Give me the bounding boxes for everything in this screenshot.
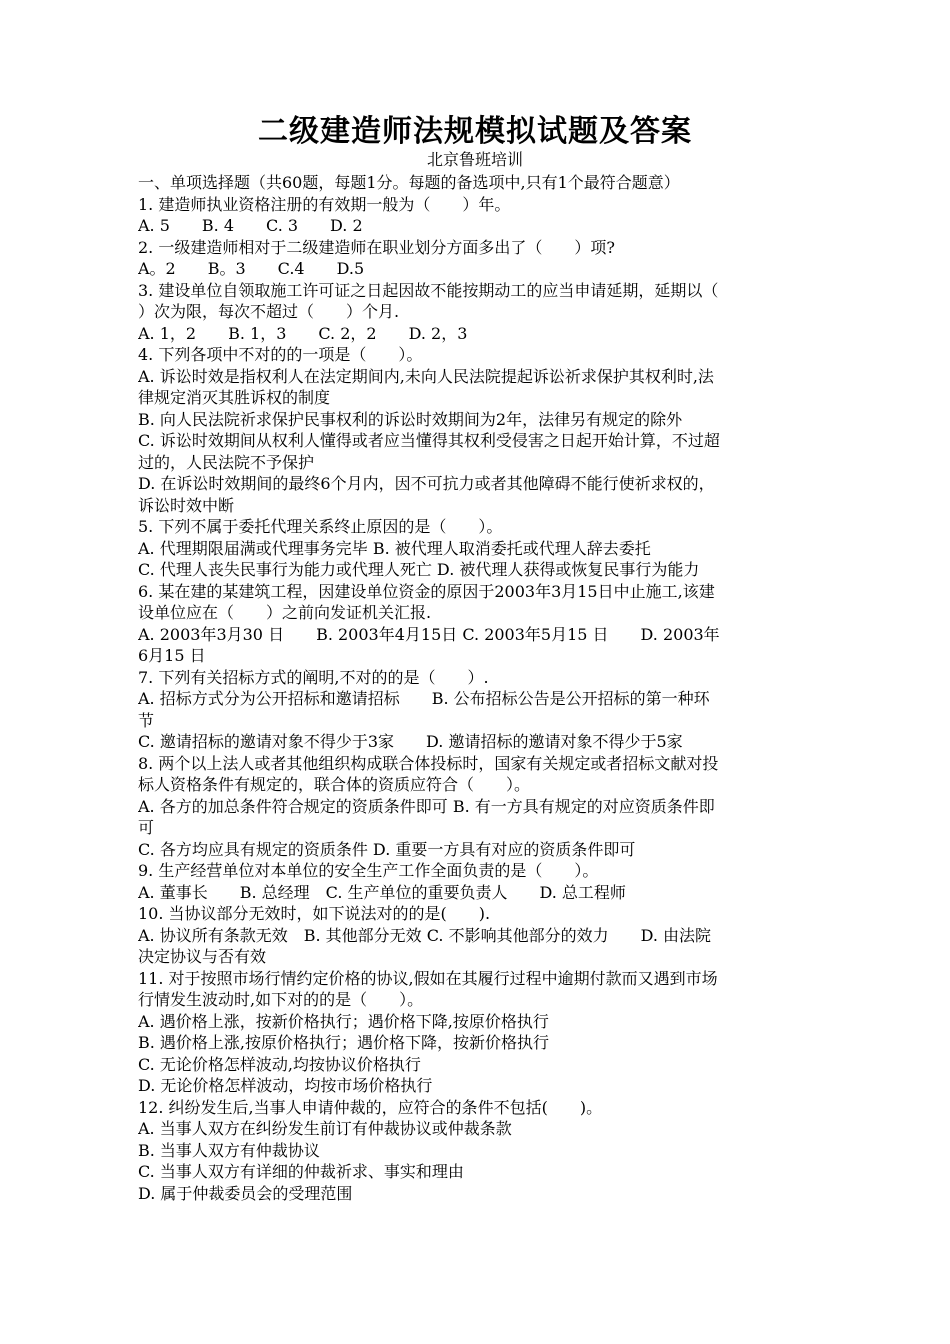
text-line: B. 当事人双方有仲裁协议 [138,1140,320,1160]
text-line: 12. 纠纷发生后,当事人申请仲裁的，应符合的条件不包括( )。 [138,1097,603,1117]
text-line: 决定协议与否有效 [138,947,267,966]
text-line: A. 协议所有条款无效 B. 其他部分无效 C. 不影响其他部分的效力 D. 由法院 [138,925,712,945]
text-line: A. 当事人双方在纠纷发生前订有仲裁协议或仲裁条款 [138,1119,512,1138]
text-line: 过的，人民法院不予保护 [138,452,315,472]
text-line: 8. 两个以上法人或者其他组织构成联合体投标时，国家有关规定或者招标文献对投 [138,753,719,773]
text-line: C. 当事人双方有详细的仲裁祈求、事实和理由 [138,1162,464,1181]
text-line: 11. 对于按照市场行情约定价格的协议,假如在其履行过程中逾期付款而又遇到市场 [138,968,718,988]
text-line: 6. 某在建的某建筑工程，因建设单位资金的原因于2003年3月15日中止施工,该建 [138,581,715,601]
text-line: A. 各方的加总条件符合规定的资质条件即可 B. 有一方具有规定的对应资质条件即 [138,796,715,816]
text-line: 一、单项选择题（共60题，每题1分。每题的备选项中,只有1个最符合题意） [138,173,680,192]
text-line: A. 董事长 B. 总经理 C. 生产单位的重要负责人 D. 总工程师 [138,882,626,902]
text-line: 2. 一级建造师相对于二级建造师在职业划分方面多出了（ ）项? [138,237,615,257]
text-line: A. 诉讼时效是指权利人在法定期间内,未向人民法院提起诉讼祈求保护其权利时,法 [138,366,714,386]
text-line: 6月15 日 [138,646,206,665]
text-line: 7. 下列有关招标方式的阐明,不对的的是（ ）. [138,667,489,687]
text-line: C. 各方均应具有规定的资质条件 D. 重要一方具有对应的资质条件即可 [138,839,636,859]
text-line: 设单位应在（ ）之前向发证机关汇报. [138,603,432,622]
text-line: A. 招标方式分为公开招标和邀请招标 B. 公布招标公告是公开招标的第一种环 [138,689,710,708]
text-line: 律规定消灭其胜诉权的制度 [138,388,331,407]
text-line: C. 无论价格怎样波动,均按协议价格执行 [138,1054,421,1074]
text-line: C. 邀请招标的邀请对象不得少于3家 D. 邀请招标的邀请对象不得少于5家 [138,732,683,751]
text-line: C. 诉讼时效期间从权利人懂得或者应当懂得其权利受侵害之日起开始计算，不过超 [138,431,720,450]
text-line: 节 [138,710,155,730]
text-line: 4. 下列各项中不对的的一项是（ ）。 [138,345,423,364]
text-line: 行情发生波动时,如下对的的是（ ）。 [138,990,424,1009]
document-body [138,172,838,1204]
text-line: D. 无论价格怎样波动，均按市场价格执行 [138,1076,433,1095]
text-line: B. 遇价格上涨,按原价格执行；遇价格下降，按新价格执行 [138,1033,550,1052]
document-subtitle: 北京鲁班培训 [426,150,523,169]
text-line: 可 [138,818,155,837]
text-line: 3. 建设单位自领取施工许可证之日起因故不能按期动工的应当申请延期，延期以（ [138,280,719,300]
text-line: A. 5 B. 4 C. 3 D. 2 [138,216,363,235]
text-line: C. 代理人丧失民事行为能力或代理人死亡 D. 被代理人获得或恢复民事行为能力 [138,560,700,579]
text-line: A. 代理期限届满或代理事务完毕 B. 被代理人取消委托或代理人辞去委托 [138,538,651,558]
text-line: 9. 生产经营单位对本单位的安全生产工作全面负责的是（ ）。 [138,861,599,880]
text-line: 诉讼时效中断 [138,495,235,515]
text-line: 1. 建造师执业资格注册的有效期一般为（ ）年。 [138,194,511,214]
text-line: ）次为限，每次不超过（ ）个月. [138,302,400,321]
text-line: A. 遇价格上涨，按新价格执行；遇价格下降,按原价格执行 [138,1011,549,1031]
document-title: 二级建造师法规模拟试题及答案 [258,114,692,149]
text-line: A. 2003年3月30 日 B. 2003年4月15日 C. 2003年5月15 日 D. 2003年 [138,624,720,644]
text-line: 5. 下列不属于委托代理关系终止原因的是（ ）。 [138,517,503,536]
text-line: D. 在诉讼时效期间的最终6个月内，因不可抗力或者其他障碍不能行使祈求权的， [138,474,715,493]
text-line: 10. 当协议部分无效时，如下说法对的的是( ). [138,904,491,923]
text-line: 标人资格条件有规定的，联合体的资质应符合（ ）。 [138,775,531,794]
text-line: A。2 B。3 C.4 D.5 [138,259,365,278]
text-line: A. 1，2 B. 1，3 C. 2，2 D. 2，3 [138,323,468,343]
text-line: D. 属于仲裁委员会的受理范围 [138,1183,353,1203]
text-line: B. 向人民法院祈求保护民事权利的诉讼时效期间为2年，法律另有规定的除外 [138,409,683,429]
